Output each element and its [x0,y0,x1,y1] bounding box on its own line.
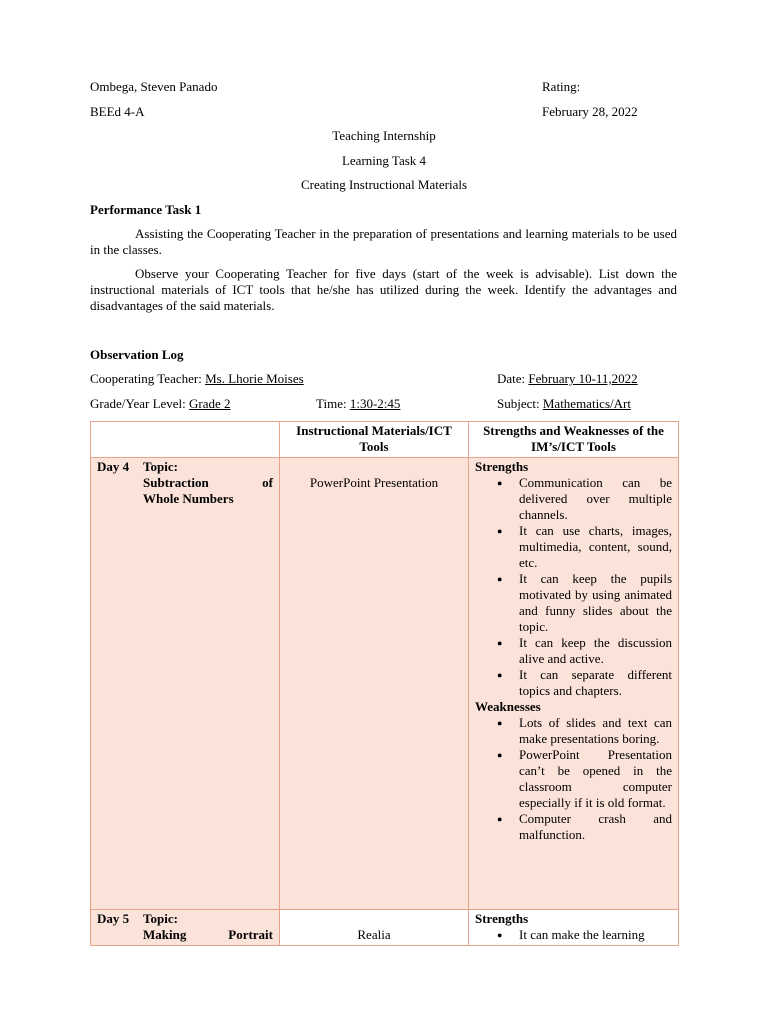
performance-task-paragraph-1: Assisting the Cooperating Teacher in the preparation of presentations and learning materials to be used in the classes. [90,226,677,257]
strengths-weaknesses-cell [469,458,679,910]
grade-level-value: Grade 2 [189,396,231,411]
cooperating-teacher-label: Cooperating Teacher: [90,371,202,386]
title-creating-im: Creating Instructional Materials [300,177,468,192]
table-row [91,910,679,946]
list-item: ● It can make the learning [519,927,672,943]
time-value: 1:30-2:45 [349,396,401,411]
strengths-weaknesses-cell [469,910,679,946]
grade-level-field [90,396,231,412]
day-label: Day 5 [97,911,130,926]
observation-date-field [497,371,638,387]
header-cell-day [91,422,280,458]
subject-field [497,396,631,412]
topic-label: Topic: [143,911,178,926]
table-row [91,458,679,910]
observation-date-value: February 10-11,2022 [528,371,638,386]
list-item: ● Computer crash and malfunction. [519,811,672,843]
day-label: Day 4 [97,459,130,474]
list-item: ● PowerPoint Presentation can’t be opened in the classroom computer especially if it is old format. [519,747,672,811]
day-topic-cell [91,910,280,946]
subject-label: Subject: [497,396,540,411]
header-cell-materials: Instructional Materials/ICT Tools [280,422,469,458]
cooperating-teacher-field [90,371,304,387]
performance-task-heading: Performance Task 1 [90,202,202,217]
student-name: Ombega, Steven Panado [90,79,218,94]
performance-task-paragraph-2: Observe your Cooperating Teacher for five days (start of the week is advisable). List down the instructional materials of ICT tools that he/she has utilized during the week. Identify the advantages and disadvantages of the said materials. [90,266,677,313]
weaknesses-list [475,715,672,843]
weaknesses-heading: Weaknesses [475,699,541,714]
cooperating-teacher-value: Ms. Lhorie Moises [205,371,304,386]
topic-line: Making Portrait [143,927,273,942]
title-teaching-internship: Teaching Internship [332,128,436,143]
header-cell-strengths-weaknesses: Strengths and Weaknesses of the IM’s/ICT Tools [469,422,679,458]
list-item: ● It can separate different topics and chapters. [519,667,672,699]
list-item: ● It can keep the discussion alive and active. [519,635,672,667]
material-cell: Realia [280,910,469,946]
list-item: ● It can keep the pupils motivated by using animated and funny slides about the topic. [519,571,672,635]
observation-log-table [90,421,679,946]
topic-line: Subtraction of [143,475,273,490]
observation-date-label: Date: [497,371,526,386]
grade-level-label: Grade/Year Level: [90,396,186,411]
strengths-list [475,927,672,943]
list-item: ● It can use charts, images, multimedia, content, sound, etc. [519,523,672,571]
student-section: BEEd 4-A [90,104,145,119]
subject-value: Mathematics/Art [542,396,631,411]
topic-label: Topic: [143,459,178,474]
day-topic-cell [91,458,280,910]
table-header-row [91,422,679,458]
observation-log-heading: Observation Log [90,347,184,362]
strengths-list [475,475,672,699]
list-item: ● Communication can be delivered over multiple channels. [519,475,672,523]
list-item: ● Lots of slides and text can make presentations boring. [519,715,672,747]
submission-date: February 28, 2022 [542,104,638,119]
strengths-heading: Strengths [475,911,529,926]
title-learning-task: Learning Task 4 [341,153,427,168]
rating-label: Rating: [542,79,581,94]
material-cell: PowerPoint Presentation [280,458,469,910]
time-label: Time: [316,396,347,411]
strengths-heading: Strengths [475,459,529,474]
time-field [316,396,400,412]
topic-line: Whole Numbers [143,491,234,506]
